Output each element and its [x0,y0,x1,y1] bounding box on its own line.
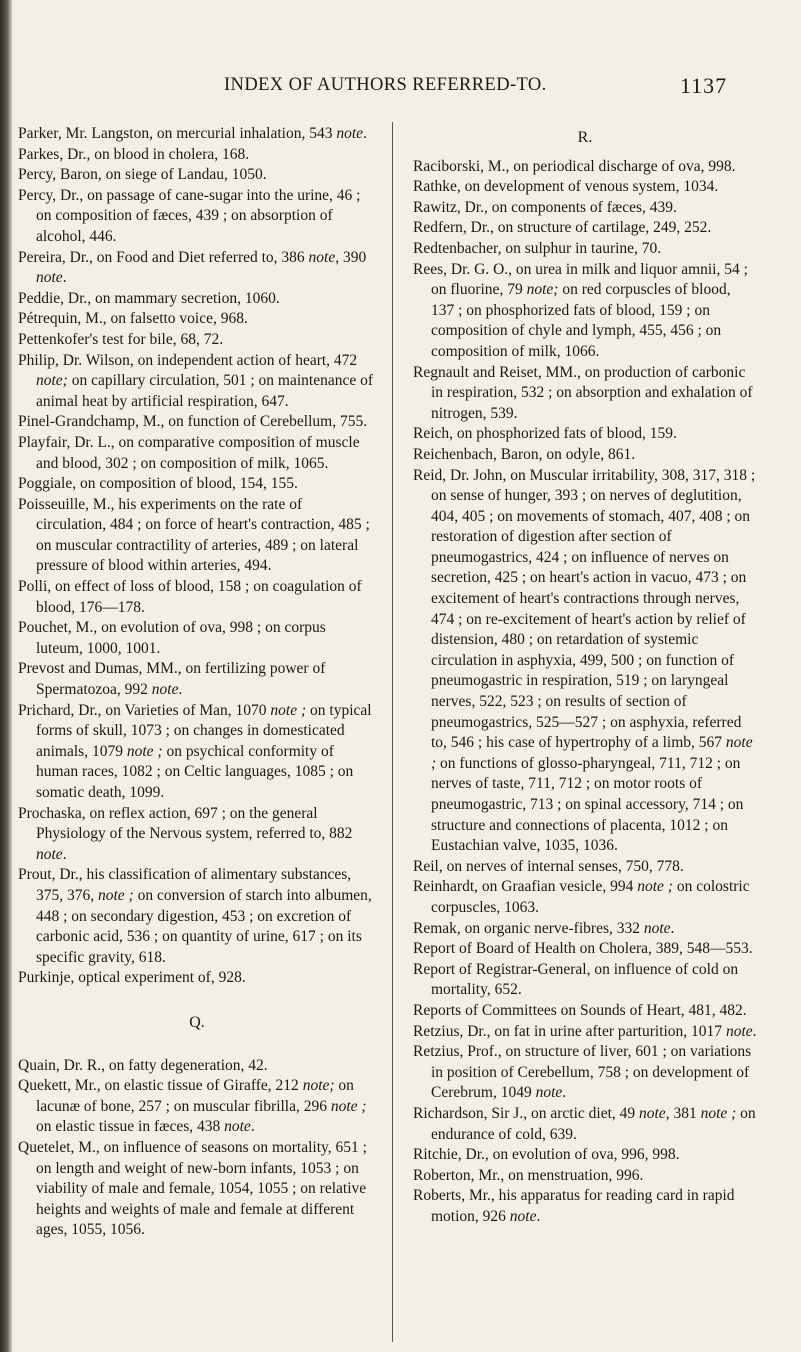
index-entry: Remak, on organic nerve-fibres, 332 note. [413,919,675,937]
index-entry: Report of Board of Health on Cholera, 389, 548—553. [413,940,753,958]
index-entry: Retzius, Prof., on structure of liver, 601 ; on variations in position of Cerebellum, 758 ; on development of Cerebrum, 1049 note. [413,1043,752,1102]
index-entry: Philip, Dr. Wilson, on independent action of heart, 472 note; on capillary circulation, 501 ; on maintenance of animal heat by artificial respiration, 647. [18,351,374,410]
index-entry: Pettenkofer's test for bile, 68, 72. [18,330,224,348]
index-entry: Prochaska, on reflex action, 697 ; on the general Physiology of the Nervous system, referred to, 882 note. [18,804,353,863]
index-entry: Reichenbach, Baron, on odyle, 861. [413,445,636,463]
left-column [18,124,376,1241]
index-entry: Richardson, Sir J., on arctic diet, 49 note, 381 note ; on endurance of cold, 639. [413,1104,756,1143]
index-entry: Report of Registrar-General, on influence of cold on mortality, 652. [413,960,739,999]
index-entry: Poggiale, on composition of blood, 154, 155. [18,475,298,493]
index-entry: Pinel-Grandchamp, M., on function of Cerebellum, 755. [18,413,368,431]
index-entry: Pouchet, M., on evolution of ova, 998 ; on corpus luteum, 1000, 1001. [18,619,326,657]
index-entry: Quekett, Mr., on elastic tissue of Giraffe, 212 note; on lacunæ of bone, 257 ; on muscular fibrilla, 296 note ; on elastic tissue in fæces, 438 note. [18,1077,367,1136]
index-entry: Reports of Committees on Sounds of Heart, 481, 482. [413,1001,747,1019]
index-entry: Prichard, Dr., on Varieties of Man, 1070 note ; on typical forms of skull, 1073 ; on changes in domesticated animals, 1079 note ; on psychical conformity of human races, 1082 ; on Celtic languages, 1085 ; on somatic death, 1099. [18,701,372,801]
q-entries [18,1056,376,1241]
index-entry: Rathke, on development of venous system, 1034. [413,178,719,196]
index-entry: Reil, on nerves of internal senses, 750, 778. [413,857,684,875]
index-entry: Roberts, Mr., his apparatus for reading card in rapid motion, 926 note. [413,1187,735,1225]
section-letter-r: R. [577,129,593,146]
index-entry: Rawitz, Dr., on components of fæces, 439. [413,198,677,216]
running-header [224,75,744,96]
index-entry: Quain, Dr. R., on fatty degeneration, 42. [18,1056,268,1074]
index-entry: Playfair, Dr. L., on comparative composition of muscle and blood, 302 ; on composition of milk, 1065. [18,433,360,472]
book-gutter-shadow [0,0,12,1352]
index-entry: Percy, Dr., on passage of cane-sugar into the urine, 46 ; on composition of fæces, 439 ; on absorption of alcohol, 446. [18,186,361,245]
header-title: INDEX OF AUTHORS REFERRED-TO. [224,75,547,95]
index-entry: Quetelet, M., on influence of seasons on mortality, 651 ; on length and weight of new-born infants, 1053 ; on viability of male and female, 1054, 1055 ; on relative heights and weights of male and female at different ages, 1055, 1056. [18,1138,367,1239]
index-entry: Ritchie, Dr., on evolution of ova, 996, 998. [413,1146,680,1164]
index-entry: Raciborski, M., on periodical discharge of ova, 998. [413,157,736,175]
index-entry: Poisseuille, M., his experiments on the rate of circulation, 484 ; on force of heart's contraction, 485 ; on muscular contractility of arteries, 489 ; on lateral pressure of blood within arteries, 494. [18,495,370,575]
index-entry: Reich, on phosphorized fats of blood, 159. [413,425,677,443]
index-entry: Reid, Dr. John, on Muscular irritability, 308, 317, 318 ; on sense of hunger, 393 ; on nerves of deglutition, 404, 405 ; on movements of stomach, 407, 408 ; on restoration of digestion after section of pneumogastrics, 424 ; on influence of nerves on secretion, 425 ; on heart's action in vacuo, 473 ; on excitement of heart's contractions through nerves, 474 ; on re-excitement of heart's action by relief of distension, 480 ; on retardation of systemic circulation in asphyxia, 499, 500 ; on function of pneumogastric in respiration, 519 ; on laryngeal nerves, 522, 523 ; on results of section of pneumogastrics, 525—527 ; on asphyxia, referred to, 546 ; his case of hypertrophy of a limb, 567 note ; on functions of glosso-pharyngeal, 711, 712 ; on nerves of taste, 711, 712 ; on motor roots of pneumogastric, 713 ; on spinal accessory, 714 ; on structure and connections of placenta, 1012 ; on Eustachian valve, 1035, 1036. [413,466,756,855]
index-entry: Redtenbacher, on sulphur in taurine, 70. [413,239,662,257]
index-entry: Redfern, Dr., on structure of cartilage, 249, 252. [413,219,712,237]
p-entries [18,124,376,989]
index-entry: Pétrequin, M., on falsetto voice, 968. [18,310,248,328]
index-entry: Retzius, Dr., on fat in urine after parturition, 1017 note. [413,1022,757,1040]
section-letter-q: Q. [189,1013,205,1031]
column-divider [392,122,393,1342]
index-entry: Pereira, Dr., on Food and Diet referred to, 386 note, 390 note. [18,248,367,287]
index-entry: Parkes, Dr., on blood in cholera, 168. [18,145,250,163]
index-entry: Regnault and Reiset, MM., on production of carbonic in respiration, 532 ; on absorption and exhalation of nitrogen, 539. [413,363,753,422]
index-entry: Reinhardt, on Graafian vesicle, 994 note ; on colostric corpuscles, 1063. [413,878,750,916]
right-column [413,124,757,1227]
page-number: 1137 [680,73,728,98]
index-entry: Purkinje, optical experiment of, 928. [18,969,246,987]
index-entry: Prout, Dr., his classification of alimentary substances, 375, 376, note ; on conversion of starch into albumen, 448 ; on secondary digestion, 453 ; on excretion of carbonic acid, 536 ; on quantity of urine, 617 ; on its specific gravity, 618. [18,866,372,966]
index-entry: Roberton, Mr., on menstruation, 996. [413,1166,644,1184]
index-entry: Prevost and Dumas, MM., on fertilizing power of Spermatozoa, 992 note. [18,660,326,699]
index-entry: Polli, on effect of loss of blood, 158 ; on coagulation of blood, 176—178. [18,578,362,616]
index-entry: Peddie, Dr., on mammary secretion, 1060. [18,289,280,307]
index-entry: Percy, Baron, on siege of Landau, 1050. [18,166,267,184]
r-entries [413,157,757,1228]
index-entry: Rees, Dr. G. O., on urea in milk and liquor amnii, 54 ; on fluorine, 79 note; on red corpuscles of blood, 137 ; on phosphorized fats of blood, 159 ; on composition of chyle and lymph, 455, 456 ; on composition of milk, 1066. [413,260,748,360]
index-entry: Parker, Mr. Langston, on mercurial inhalation, 543 note. [18,125,367,142]
